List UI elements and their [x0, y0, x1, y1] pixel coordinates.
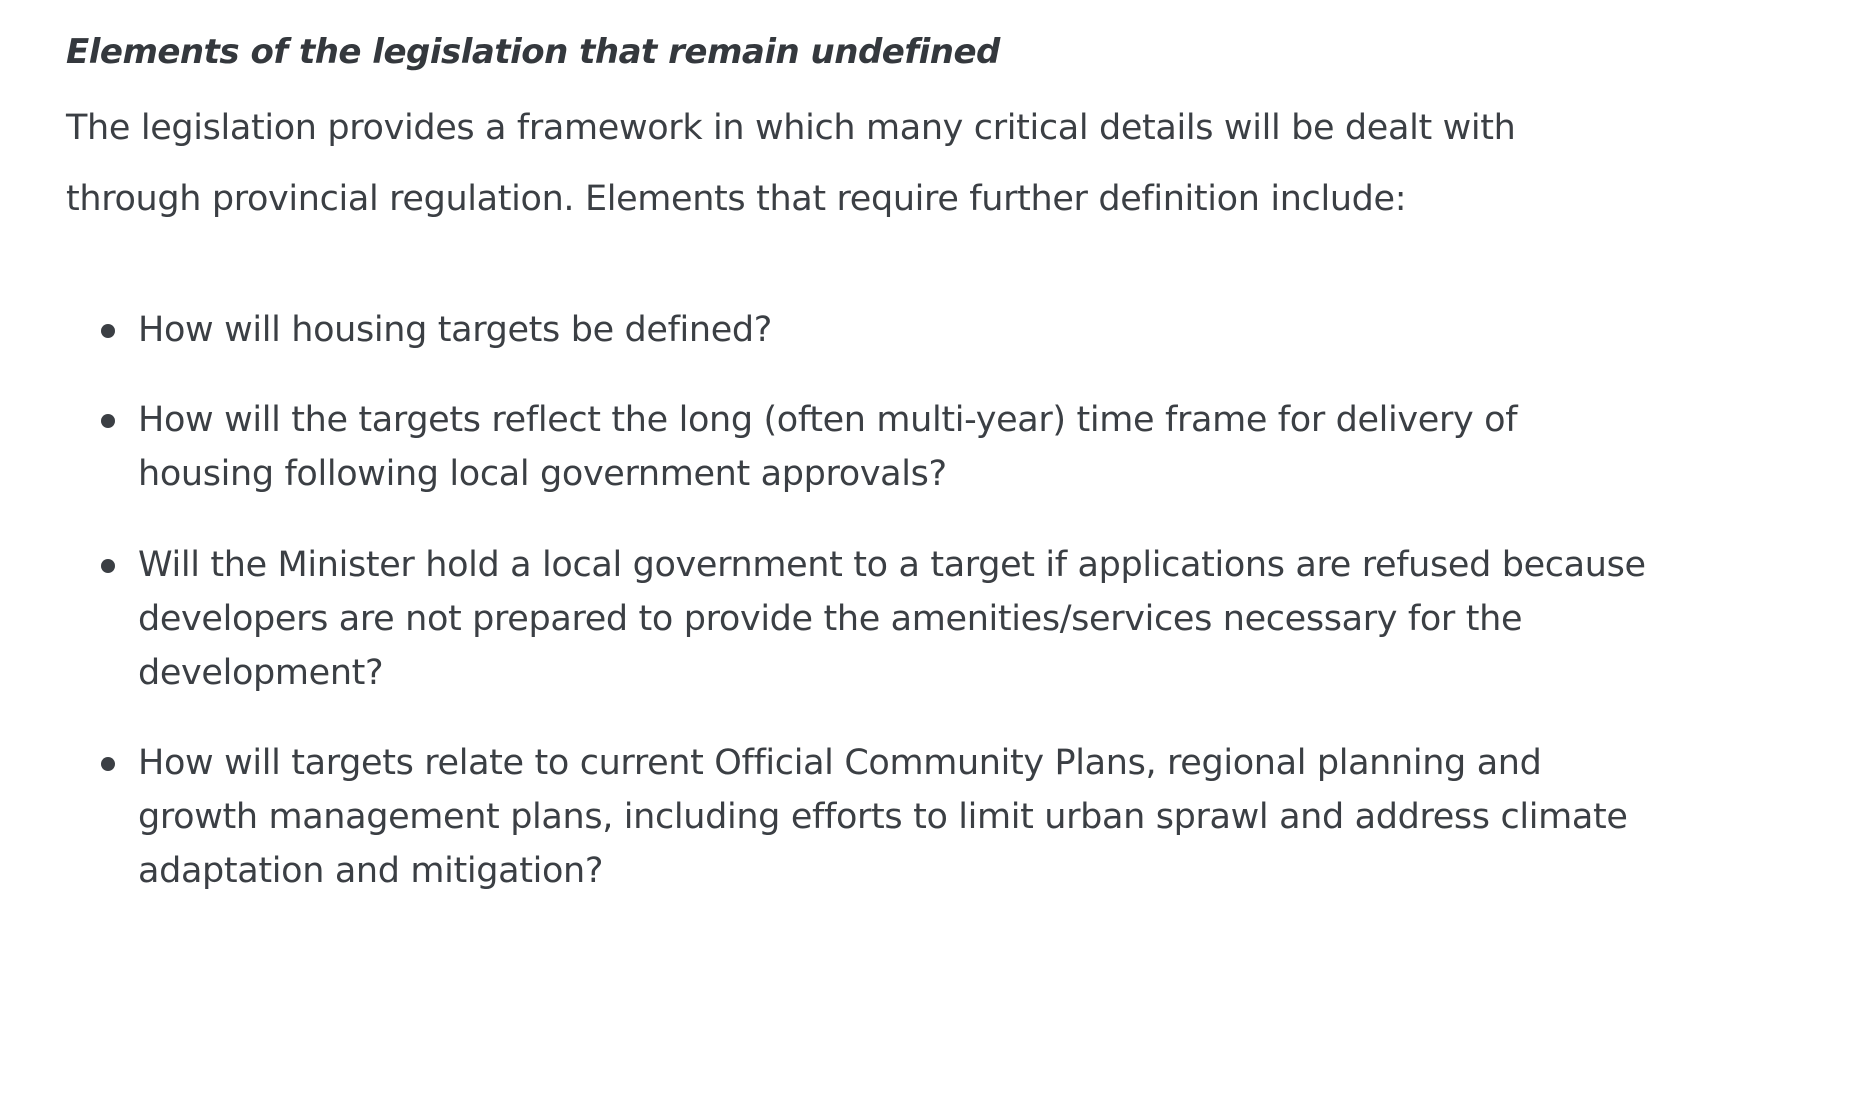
bullet-line: How will the targets reflect the long (often multi-year) time frame for delivery of: [138, 400, 1518, 440]
intro-line: The legislation provides a framework in which many critical details will be dealt with: [66, 108, 1516, 148]
bullet-dot-icon: [101, 414, 115, 428]
bullet-line: How will housing targets be defined?: [138, 310, 773, 350]
intro-line: through provincial regulation. Elements that require further definition include:: [66, 179, 1407, 219]
bullet-line: growth management plans, including efforts to limit urban sprawl and address climate: [138, 797, 1628, 837]
bullet-dot-icon: [101, 559, 115, 573]
bullet-item-time-frame: [138, 393, 1558, 501]
bullet-line: adaptation and mitigation?: [138, 851, 604, 891]
bullet-line: developers are not prepared to provide the amenities/services necessary for the: [138, 599, 1523, 639]
bullet-dot-icon: [101, 324, 115, 338]
bullet-item-community-plans: [138, 736, 1628, 898]
bullet-item-housing-targets-definition: [138, 303, 1558, 357]
bullet-dot-icon: [101, 757, 115, 771]
bullet-item-minister-target: [138, 538, 1646, 700]
bullet-line: How will targets relate to current Official Community Plans, regional planning and: [138, 743, 1542, 783]
bullet-line: housing following local government approvals?: [138, 454, 947, 494]
bullet-line: Will the Minister hold a local government to a target if applications are refused because: [138, 545, 1646, 585]
section-heading: Elements of the legislation that remain undefined: [66, 32, 1000, 72]
intro-paragraph: [66, 93, 1566, 235]
bullet-line: development?: [138, 653, 384, 693]
